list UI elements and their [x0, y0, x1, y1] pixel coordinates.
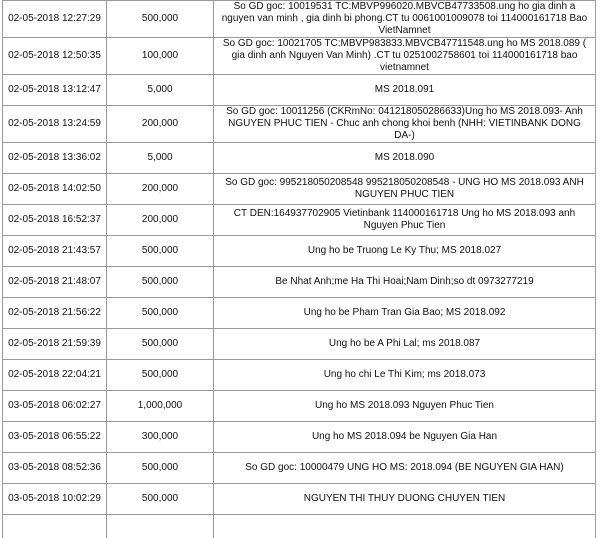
- date-cell: 03-05-2018 06:55:22: [3, 422, 107, 453]
- amount-cell: 5,000: [107, 143, 214, 174]
- description-cell: Ung ho MS 2018.094 be Nguyen Gia Han: [214, 422, 596, 453]
- amount-cell: 5,000: [107, 75, 214, 106]
- amount-cell: 500,000: [107, 484, 214, 515]
- date-cell: 02-05-2018 13:24:59: [3, 106, 107, 143]
- description-cell: MS 2018.091: [214, 75, 596, 106]
- date-cell: [3, 515, 107, 538]
- table-row: [3, 106, 596, 143]
- table-row: [3, 391, 596, 422]
- amount-cell: 500,000: [107, 267, 214, 298]
- description-cell: Ung ho be Truong Le Ky Thu; MS 2018.027: [214, 236, 596, 267]
- amount-cell: 500,000: [107, 298, 214, 329]
- amount-cell: 100,000: [107, 38, 214, 75]
- date-cell: 03-05-2018 06:02:27: [3, 391, 107, 422]
- date-cell: 02-05-2018 21:43:57: [3, 236, 107, 267]
- amount-cell: 500,000: [107, 236, 214, 267]
- description-cell: So GD goc: 10000479 UNG HO MS: 2018.094 (BE NGUYEN GIA HAN): [214, 453, 596, 484]
- table-row: [3, 236, 596, 267]
- amount-cell: 300,000: [107, 422, 214, 453]
- date-cell: 02-05-2018 12:27:29: [3, 1, 107, 38]
- description-cell: So GD goc: 995218050208548 995218050208548 - UNG HO MS 2018.093 ANH NGUYEN PHUC TIEN: [214, 174, 596, 205]
- date-cell: 02-05-2018 12:50:35: [3, 38, 107, 75]
- description-cell: NGUYEN THI THUY DUONG CHUYEN TIEN: [214, 484, 596, 515]
- date-cell: 02-05-2018 13:12:47: [3, 75, 107, 106]
- table-row: [3, 360, 596, 391]
- description-cell: So GD goc: 10011256 (CKRmNo: 041218050286633)Ung ho MS 2018.093- Anh NGUYEN PHUC TIEN - Chuc anh chong khoi benh (NHH: VIETINBANK DONG DA-): [214, 106, 596, 143]
- table-row: [3, 515, 596, 538]
- date-cell: 02-05-2018 13:36:02: [3, 143, 107, 174]
- date-cell: 02-05-2018 21:48:07: [3, 267, 107, 298]
- table-row: [3, 298, 596, 329]
- amount-cell: [107, 515, 214, 538]
- date-cell: 03-05-2018 10:02:29: [3, 484, 107, 515]
- date-cell: 02-05-2018 21:59:39: [3, 329, 107, 360]
- description-cell: Ung ho MS 2018.093 Nguyen Phuc Tien: [214, 391, 596, 422]
- description-cell: Ung ho be Pham Tran Gia Bao; MS 2018.092: [214, 298, 596, 329]
- description-cell: CT DEN:164937702905 Vietinbank 114000161718 Ung ho MS 2018.093 anh Nguyen Phuc Tien: [214, 205, 596, 236]
- table-row: [3, 484, 596, 515]
- date-cell: 02-05-2018 16:52:37: [3, 205, 107, 236]
- description-cell: Ung ho be A Phi Lal; ms 2018.087: [214, 329, 596, 360]
- transactions-table: [2, 0, 596, 538]
- table-row: [3, 174, 596, 205]
- table-row: [3, 267, 596, 298]
- amount-cell: 500,000: [107, 360, 214, 391]
- date-cell: 02-05-2018 14:02:50: [3, 174, 107, 205]
- amount-cell: 1,000,000: [107, 391, 214, 422]
- table-row: [3, 1, 596, 38]
- table-row: [3, 75, 596, 106]
- table-row: [3, 143, 596, 174]
- amount-cell: 200,000: [107, 106, 214, 143]
- amount-cell: 200,000: [107, 174, 214, 205]
- amount-cell: 200,000: [107, 205, 214, 236]
- amount-cell: 500,000: [107, 1, 214, 38]
- description-cell: Ung ho chi Le Thi Kim; ms 2018.073: [214, 360, 596, 391]
- table-row: [3, 329, 596, 360]
- description-cell: [214, 515, 596, 538]
- amount-cell: 500,000: [107, 329, 214, 360]
- description-cell: So GD goc: 10019531 TC:MBVP996020.MBVCB47733508.ung ho gia dinh a nguyen van minh , gia dinh bi phong.CT tu 0061001009078 toi 114000161718 Bao VietNamnet: [214, 1, 596, 38]
- description-cell: So GD goc: 10021705 TC:MBVP983833.MBVCB47711548.ung ho MS 2018.089 ( gia dinh anh Nguyen Van Minh) .CT tu 0251002758601 toi 114000161718 bao vietnamnet: [214, 38, 596, 75]
- table-row: [3, 38, 596, 75]
- description-cell: Be Nhat Anh;me Ha Thi Hoai;Nam Dinh;so dt 0973277219: [214, 267, 596, 298]
- table-row: [3, 422, 596, 453]
- table-row: [3, 453, 596, 484]
- description-cell: MS 2018.090: [214, 143, 596, 174]
- amount-cell: 500,000: [107, 453, 214, 484]
- table-row: [3, 205, 596, 236]
- date-cell: 02-05-2018 22:04:21: [3, 360, 107, 391]
- date-cell: 03-05-2018 08:52:36: [3, 453, 107, 484]
- date-cell: 02-05-2018 21:56:22: [3, 298, 107, 329]
